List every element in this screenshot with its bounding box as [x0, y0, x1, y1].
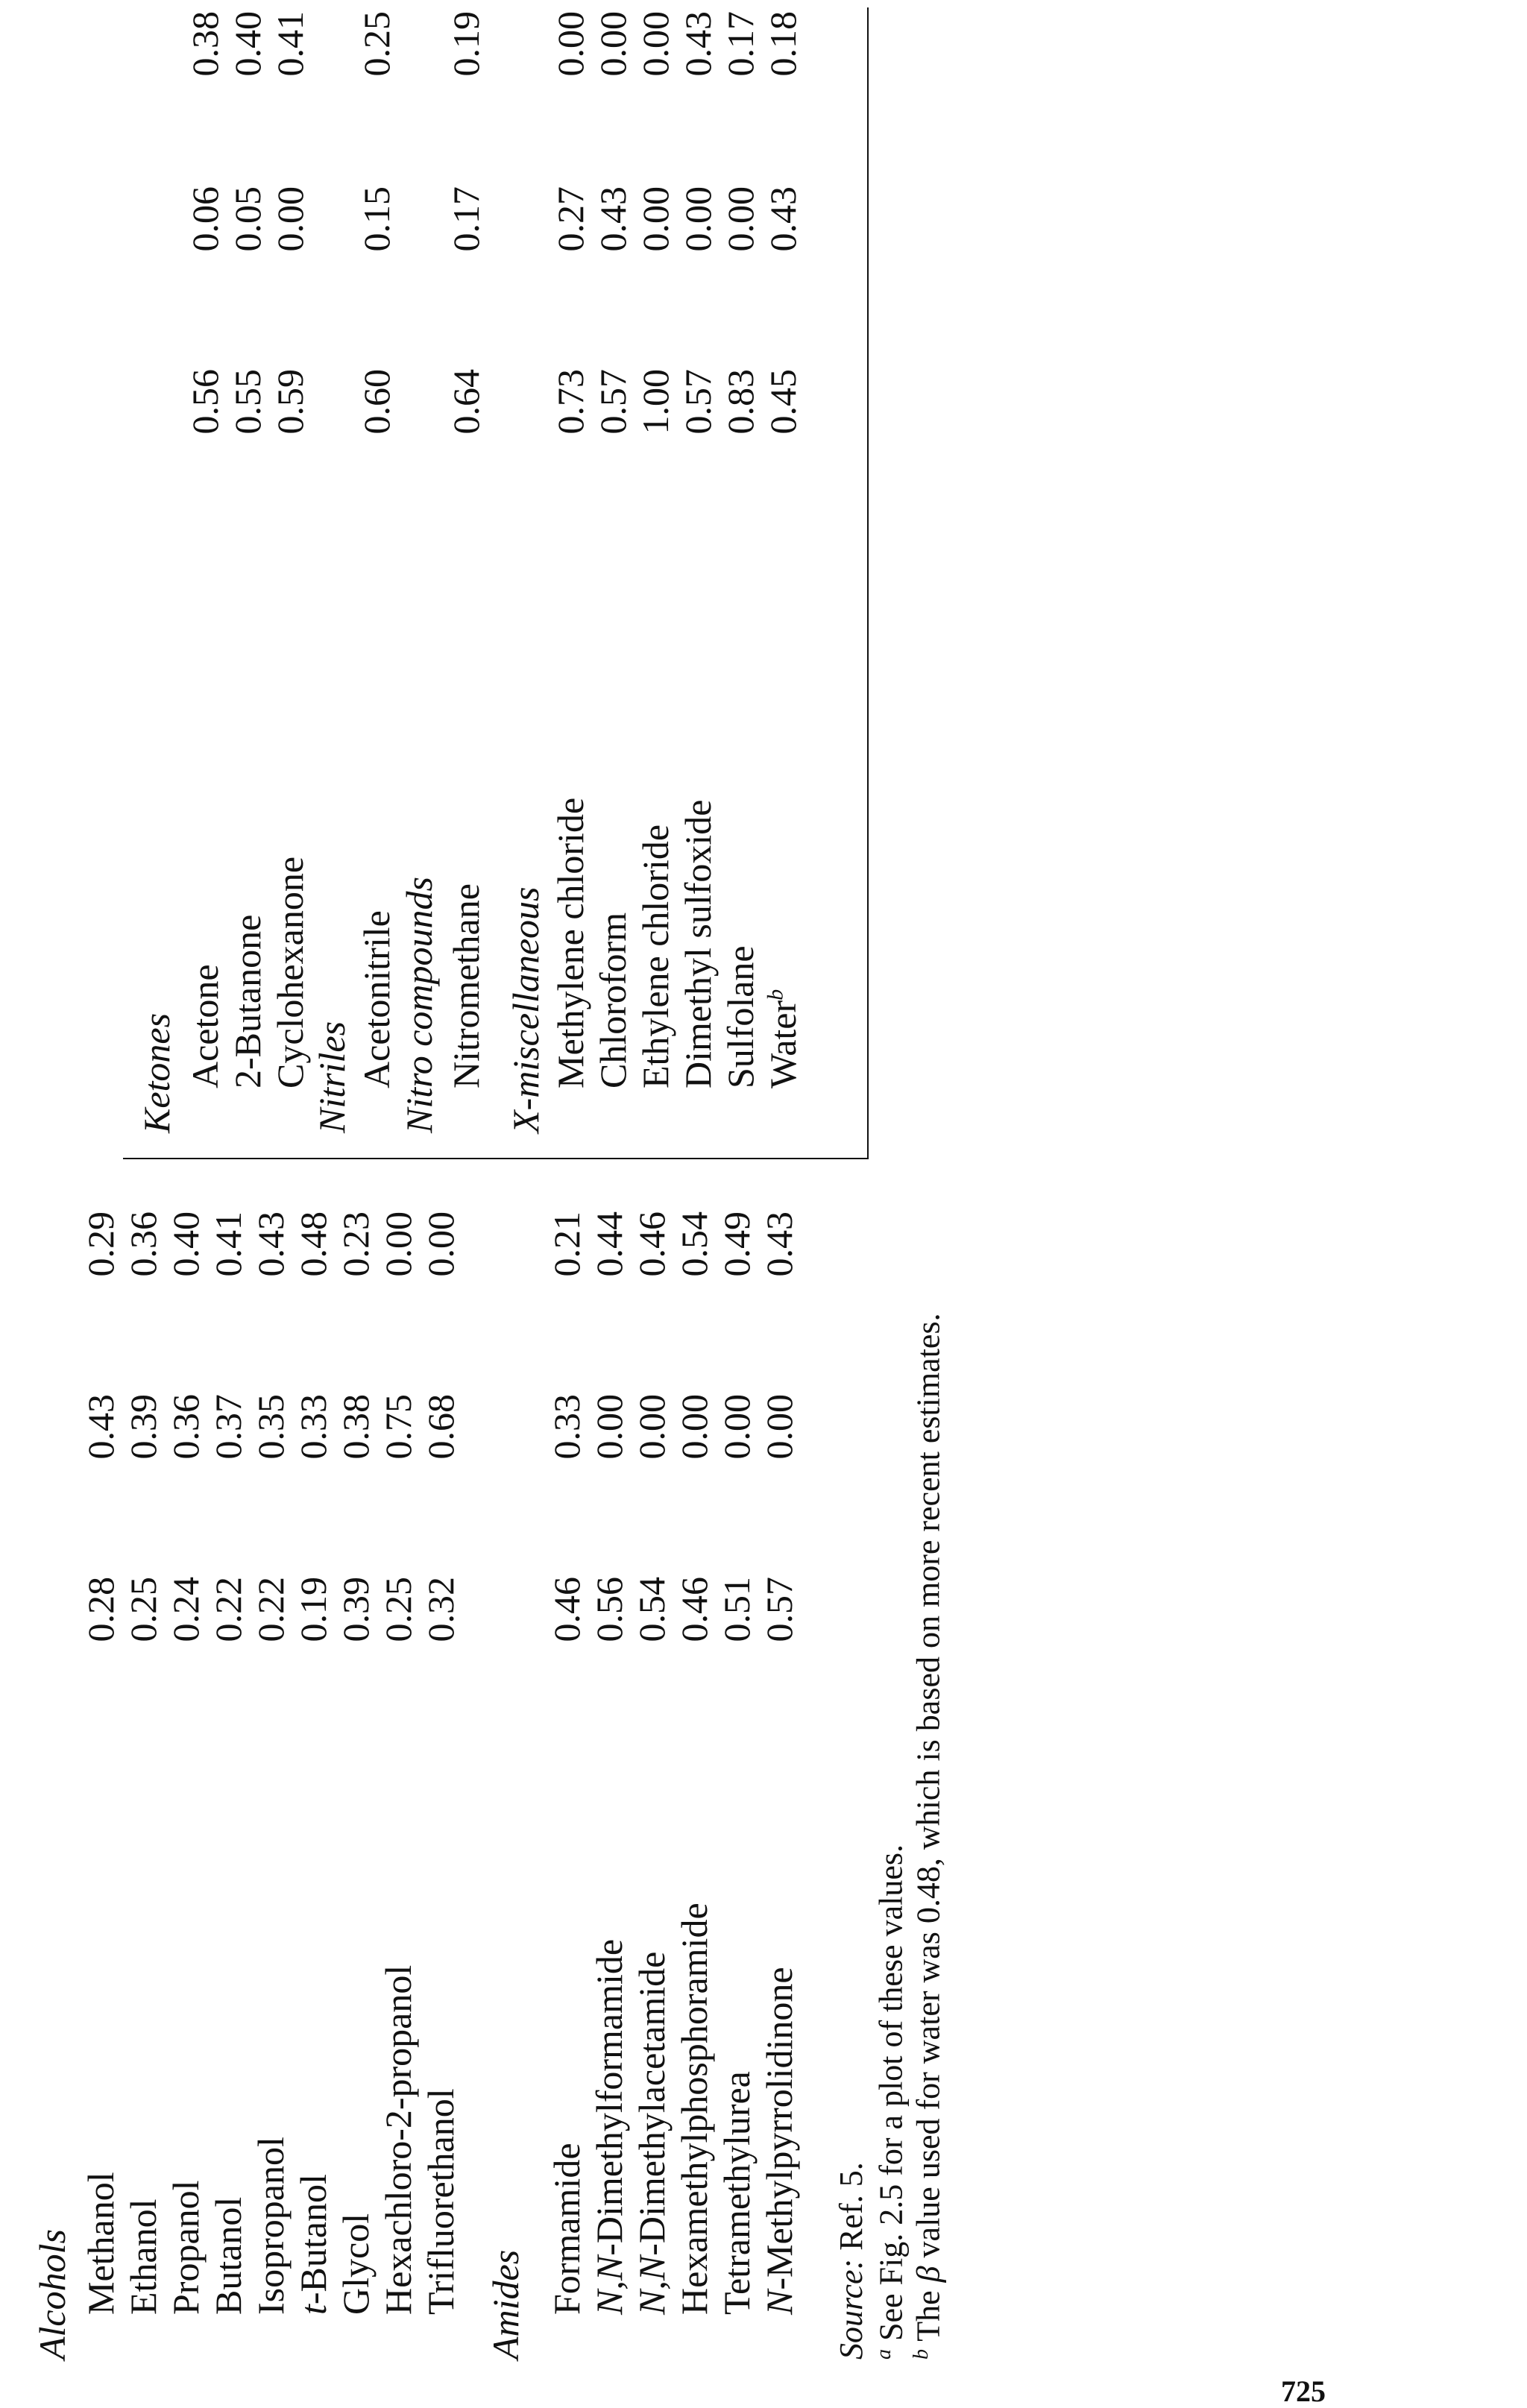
value-cell: 0.41	[269, 11, 311, 77]
solvent-name-rest: -Dimethylacetamide	[631, 1951, 673, 2256]
source-text: Ref. 5.	[833, 2162, 869, 2259]
solvent-name	[764, 989, 802, 1088]
solvent-name: Acetone	[184, 964, 226, 1088]
solvent-name	[292, 2174, 334, 2315]
value-cell: 0.33	[292, 1394, 334, 1460]
value-cell: 0.40	[227, 11, 268, 77]
value-cell: 0.83	[720, 369, 761, 435]
value-cell: 0.33	[546, 1394, 588, 1460]
footnote-a	[874, 1844, 908, 2360]
solvent-name: Hexamethylphosphoramide	[673, 1903, 715, 2315]
solvent-name-prefix: N,N	[588, 2255, 630, 2315]
group-heading-nitro-compounds: Nitro compounds	[398, 877, 440, 1133]
value-cell: 1.00	[635, 369, 676, 435]
value-cell: 0.06	[184, 186, 226, 252]
solvent-name: Ethylene chloride	[635, 824, 676, 1088]
solvent-name-prefix: N	[758, 2289, 800, 2315]
value-cell: 0.57	[677, 369, 719, 435]
value-cell: 0.39	[335, 1577, 377, 1642]
value-cell: 0.22	[207, 1577, 249, 1642]
value-cell: 0.39	[122, 1394, 164, 1460]
value-cell: 0.55	[227, 369, 268, 435]
value-cell: 0.00	[758, 1394, 800, 1460]
value-cell: 0.43	[592, 186, 634, 252]
solvent-name-rest: -Methylpyrrolidinone	[758, 1967, 800, 2290]
source-label: Source:	[833, 2258, 869, 2360]
value-cell: 0.49	[716, 1211, 758, 1277]
source-note	[835, 2162, 868, 2360]
value-cell: 0.40	[165, 1211, 207, 1277]
column-divider	[123, 1158, 869, 1159]
footnote-b-marker: b	[910, 2349, 933, 2360]
solvent-name: Glycol	[335, 2213, 377, 2315]
value-cell: 0.19	[292, 1577, 334, 1642]
value-cell: 0.00	[377, 1211, 419, 1277]
solvent-name: 2-Butanone	[227, 914, 268, 1088]
group-heading-nitriles: Nitriles	[311, 1021, 353, 1133]
value-cell: 0.00	[673, 1394, 715, 1460]
value-cell: 0.00	[716, 1394, 758, 1460]
table-bottom-rule	[867, 7, 869, 1159]
solvent-name: Ethanol	[122, 2199, 164, 2315]
value-cell: 0.00	[420, 1211, 462, 1277]
value-cell: 0.46	[631, 1211, 673, 1277]
value-cell: 0.25	[122, 1577, 164, 1642]
value-cell: 0.19	[445, 11, 487, 77]
solvent-name: Methanol	[80, 2172, 122, 2315]
page-number: 725	[1281, 2374, 1326, 2408]
value-cell: 0.64	[445, 369, 487, 435]
value-cell: 0.25	[377, 1577, 419, 1642]
solvent-name	[631, 1951, 673, 2315]
solvent-name: Isopropanol	[250, 2137, 292, 2315]
solvent-name-prefix: N,N	[631, 2255, 673, 2315]
footnote-b	[911, 1313, 945, 2360]
solvent-name-prefix: t	[292, 2304, 334, 2315]
value-cell: 0.24	[165, 1577, 207, 1642]
solvent-name: Dimethyl sulfoxide	[677, 799, 719, 1088]
solvent-name-rest: -Dimethylformamide	[588, 1938, 630, 2256]
solvent-name: Trifluorethanol	[420, 2088, 462, 2315]
solvent-name	[758, 1967, 800, 2315]
value-cell: 0.23	[335, 1211, 377, 1277]
solvent-name: Propanol	[165, 2180, 207, 2315]
footnote-b-pre: The	[910, 2282, 947, 2349]
solvent-name-rest: -Butanol	[292, 2174, 334, 2305]
value-cell: 0.56	[588, 1577, 630, 1642]
value-cell: 0.22	[250, 1577, 292, 1642]
value-cell: 0.00	[592, 11, 634, 77]
solvent-name: Tetramethylurea	[716, 2071, 758, 2315]
value-cell: 0.05	[227, 186, 268, 252]
value-cell: 0.00	[635, 186, 676, 252]
value-cell: 0.45	[762, 369, 804, 435]
value-cell: 0.60	[356, 369, 397, 435]
value-cell: 0.46	[673, 1577, 715, 1642]
solvent-name: Nitromethane	[445, 883, 487, 1088]
value-cell: 0.68	[420, 1394, 462, 1460]
value-cell: 0.17	[445, 186, 487, 252]
value-cell: 0.00	[677, 186, 719, 252]
group-heading-x-miscellaneous: X-miscellaneous	[505, 886, 547, 1133]
value-cell: 0.00	[631, 1394, 673, 1460]
footnote-marker: b	[763, 989, 788, 1000]
value-cell: 0.38	[335, 1394, 377, 1460]
value-cell: 0.29	[80, 1211, 122, 1277]
value-cell: 0.00	[720, 186, 761, 252]
value-cell: 0.54	[673, 1211, 715, 1277]
value-cell: 0.18	[762, 11, 804, 77]
solvent-name: Methylene chloride	[550, 797, 591, 1088]
value-cell: 0.51	[716, 1577, 758, 1642]
value-cell: 0.56	[184, 369, 226, 435]
solvent-name: Hexachloro-2-propanol	[377, 1964, 419, 2315]
value-cell: 0.27	[550, 186, 591, 252]
value-cell: 0.43	[677, 11, 719, 77]
group-heading-ketones: Ketones	[136, 1012, 177, 1133]
value-cell: 0.36	[165, 1394, 207, 1460]
value-cell: 0.17	[720, 11, 761, 77]
value-cell: 0.28	[80, 1577, 122, 1642]
solvent-name: Chloroform	[592, 912, 634, 1088]
value-cell: 0.43	[80, 1394, 122, 1460]
value-cell: 0.36	[122, 1211, 164, 1277]
solvent-name: Sulfolane	[720, 945, 761, 1088]
value-cell: 0.00	[635, 11, 676, 77]
value-cell: 0.15	[356, 186, 397, 252]
solvent-name: Formamide	[546, 2143, 588, 2315]
solvent-name	[588, 1938, 630, 2315]
solvent-name: Butanol	[207, 2196, 249, 2315]
value-cell: 0.00	[269, 186, 311, 252]
value-cell: 0.32	[420, 1577, 462, 1642]
value-cell: 0.41	[207, 1211, 249, 1277]
beta-symbol: β	[910, 2266, 947, 2283]
solvent-name: Cyclohexanone	[269, 856, 311, 1088]
value-cell: 0.43	[762, 186, 804, 252]
value-cell: 0.48	[292, 1211, 334, 1277]
value-cell: 0.21	[546, 1211, 588, 1277]
value-cell: 0.73	[550, 369, 591, 435]
value-cell: 0.46	[546, 1577, 588, 1642]
group-heading-alcohols: Alcohols	[31, 2229, 73, 2360]
footnote-a-marker: a	[872, 2349, 895, 2360]
value-cell: 0.59	[269, 369, 311, 435]
value-cell: 0.57	[758, 1577, 800, 1642]
value-cell: 0.37	[207, 1394, 249, 1460]
footnote-b-post: value used for water was 0.48, which is based on more recent estimates.	[910, 1313, 947, 2266]
value-cell: 0.43	[250, 1211, 292, 1277]
group-heading-amides: Amides	[485, 2249, 526, 2360]
footnote-a-text: See Fig. 2.5 for a plot of these values.	[872, 1844, 910, 2349]
solvent-name: Acetonitrile	[356, 910, 397, 1088]
value-cell: 0.35	[250, 1394, 292, 1460]
value-cell: 0.75	[377, 1394, 419, 1460]
value-cell: 0.43	[758, 1211, 800, 1277]
value-cell: 0.54	[631, 1577, 673, 1642]
value-cell: 0.25	[356, 11, 397, 77]
value-cell: 0.57	[592, 369, 634, 435]
value-cell: 0.00	[588, 1394, 630, 1460]
solvent-name-text: Water	[762, 1000, 804, 1088]
value-cell: 0.00	[550, 11, 591, 77]
value-cell: 0.38	[184, 11, 226, 77]
value-cell: 0.44	[588, 1211, 630, 1277]
